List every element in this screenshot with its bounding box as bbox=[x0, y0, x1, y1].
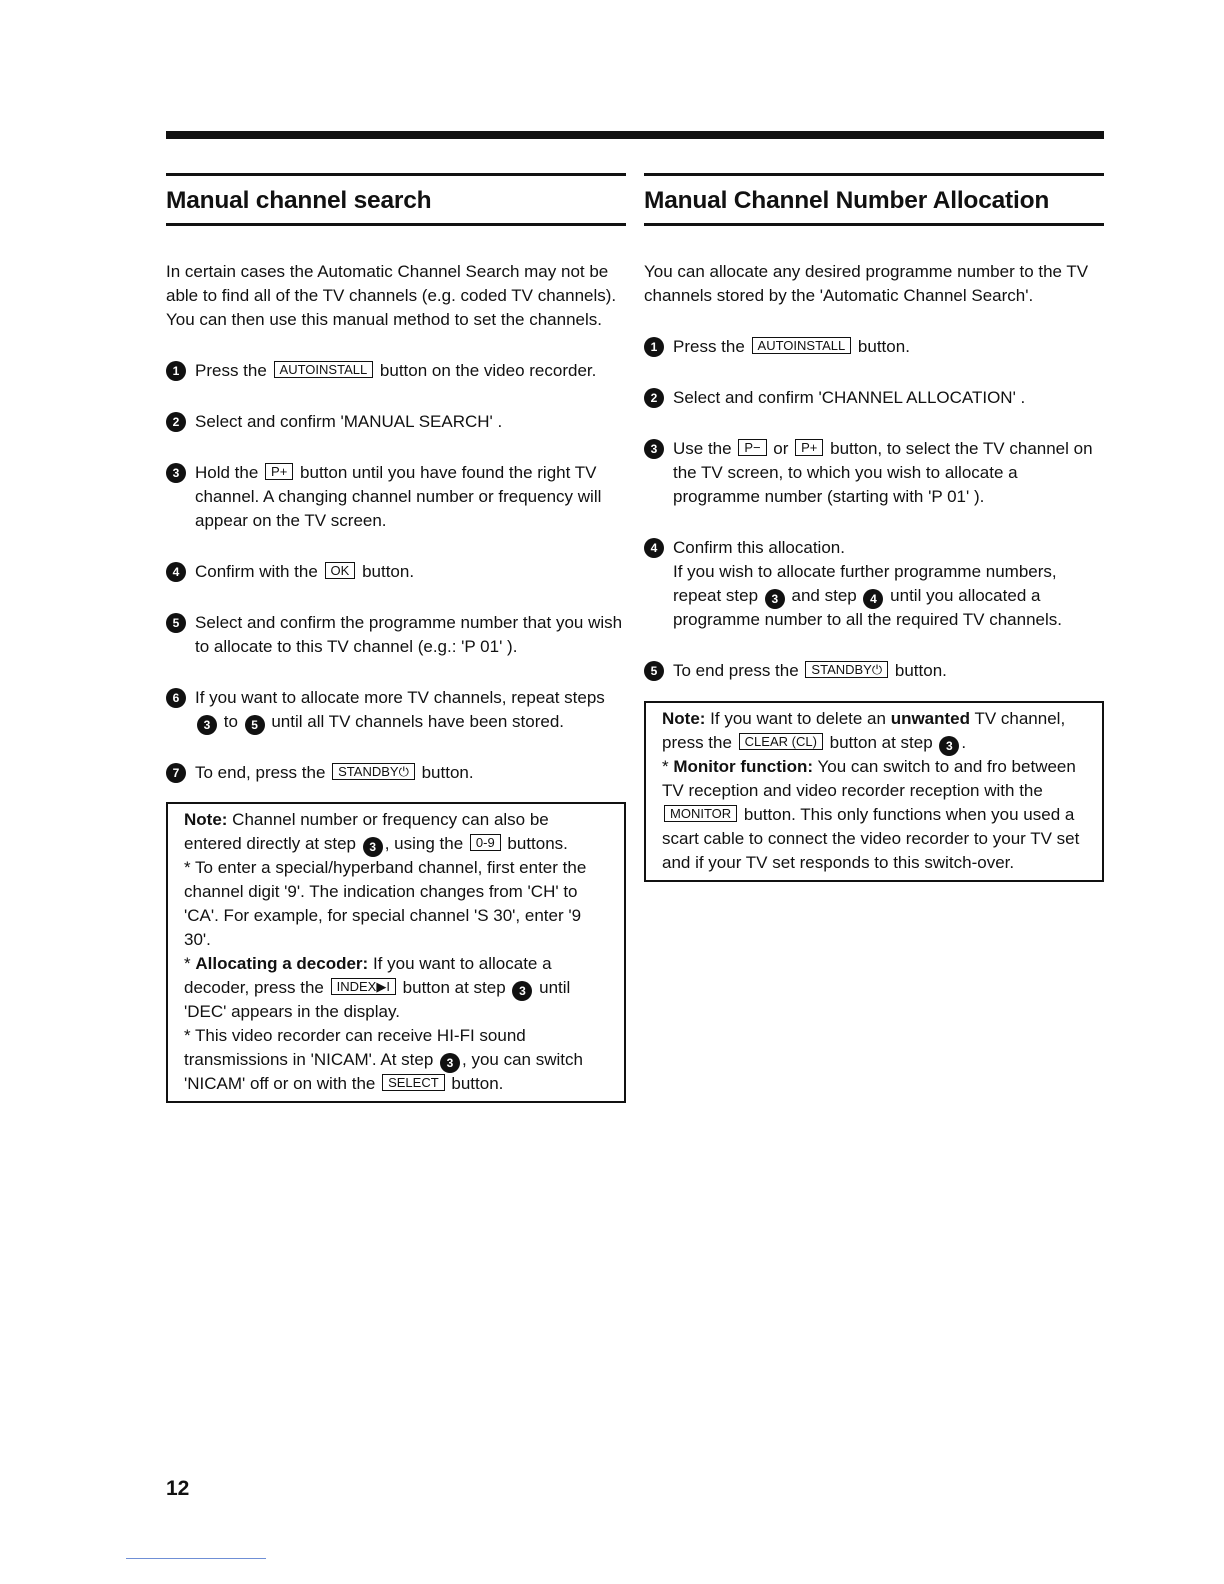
step-ref-icon: 3 bbox=[939, 736, 959, 756]
step-3: 3 Use the P− or P+ button, to select the TV channel on the TV screen, to which you wish to allocate a programme number (starting with 'P 01' ). bbox=[644, 437, 1104, 509]
step-2: 2 Select and confirm 'CHANNEL ALLOCATION' . bbox=[644, 386, 1104, 410]
step-ref-icon: 5 bbox=[245, 715, 265, 735]
p-minus-key-icon: P− bbox=[738, 439, 766, 456]
step-number-icon: 3 bbox=[644, 439, 664, 459]
step-number-icon: 2 bbox=[644, 388, 664, 408]
step-ref-icon: 3 bbox=[197, 715, 217, 735]
step-ref-icon: 3 bbox=[765, 589, 785, 609]
step-7: 7 To end, press the STANDBY⏻ button. bbox=[166, 761, 626, 785]
note-label: Note: bbox=[662, 709, 706, 728]
note-box: Note: If you want to delete an unwanted TV channel, press the CLEAR (CL) button at step 3 . * Monitor function: You can switch to and fro between TV reception and video recorder reception with the MONITOR button. This only functions when you used a scart cable to connect the video recorder to your TV set and if your TV set responds to this switch-over. bbox=[644, 701, 1104, 882]
standby-key-icon: STANDBY⏻ bbox=[332, 763, 415, 780]
intro-paragraph: In certain cases the Automatic Channel Search may not be able to find all of the TV channels (e.g. coded TV channels). You can then use this manual method to set the channels. bbox=[166, 262, 617, 329]
step-4: 4 Confirm with the OK button. bbox=[166, 560, 626, 584]
clear-key-icon: CLEAR (CL) bbox=[739, 733, 823, 750]
step-5: 5 To end press the STANDBY⏻ button. bbox=[644, 659, 1104, 683]
section-title: Manual Channel Number Allocation bbox=[644, 173, 1104, 226]
p-plus-key-icon: P+ bbox=[795, 439, 823, 456]
step-5: 5 Select and confirm the programme number that you wish to allocate to this TV channel (e.g.: 'P 01' ). bbox=[166, 611, 626, 659]
scan-artifact-line bbox=[126, 1558, 266, 1559]
digit-keys-icon: 0-9 bbox=[470, 834, 501, 851]
step-1: 1 Press the AUTOINSTALL button on the video recorder. bbox=[166, 359, 626, 383]
autoinstall-key-icon: AUTOINSTALL bbox=[752, 337, 852, 354]
step-3: 3 Hold the P+ button until you have found the right TV channel. A changing channel number or frequency will appear on the TV screen. bbox=[166, 461, 626, 533]
p-plus-key-icon: P+ bbox=[265, 463, 293, 480]
select-key-icon: SELECT bbox=[382, 1074, 445, 1091]
step-6: 6 If you want to allocate more TV channels, repeat steps 3 to 5 until all TV channels have been stored. bbox=[166, 686, 626, 734]
step-number-icon: 1 bbox=[644, 337, 664, 357]
step-ref-icon: 4 bbox=[863, 589, 883, 609]
step-number-icon: 2 bbox=[166, 412, 186, 432]
step-number-icon: 1 bbox=[166, 361, 186, 381]
step-number-icon: 5 bbox=[166, 613, 186, 633]
page-number: 12 bbox=[166, 1477, 190, 1500]
step-number-icon: 6 bbox=[166, 688, 186, 708]
index-key-icon: INDEX▶I bbox=[331, 978, 396, 995]
step-number-icon: 3 bbox=[166, 463, 186, 483]
standby-key-icon: STANDBY⏻ bbox=[805, 661, 888, 678]
step-number-icon: 4 bbox=[166, 562, 186, 582]
top-rule bbox=[166, 131, 1104, 139]
step-ref-icon: 3 bbox=[512, 981, 532, 1001]
manual-channel-search-section bbox=[166, 173, 626, 1103]
ok-key-icon: OK bbox=[325, 562, 356, 579]
step-number-icon: 7 bbox=[166, 763, 186, 783]
monitor-key-icon: MONITOR bbox=[664, 805, 737, 822]
section-title: Manual channel search bbox=[166, 173, 626, 226]
step-ref-icon: 3 bbox=[440, 1053, 460, 1073]
step-ref-icon: 3 bbox=[363, 837, 383, 857]
step-4: 4 Confirm this allocation. If you wish to allocate further programme numbers, repeat step 3 and step 4 until you allocated a programme number to all the required TV channels. bbox=[644, 536, 1104, 632]
step-number-icon: 5 bbox=[644, 661, 664, 681]
note-box: Note: Channel number or frequency can also be entered directly at step 3 , using the 0-9 buttons. * To enter a special/hyperband channel, first enter the channel digit '9'. The indication changes from 'CH' to 'CA'. For example, for special channel 'S 30', enter '9 30'. * Allocating a decoder: If you want to allocate a decoder, press the INDEX▶I button at step 3 until 'DEC' appears in the display. * This video recorder can receive HI-FI sound transmissions in 'NICAM'. At step 3 , you can switch 'NICAM' off or on with the SELECT button. bbox=[166, 802, 626, 1103]
intro-paragraph: You can allocate any desired programme number to the TV channels stored by the 'Automatic Channel Search'. bbox=[644, 262, 1089, 305]
step-1: 1 Press the AUTOINSTALL button. bbox=[644, 335, 1104, 359]
note-label: Note: bbox=[184, 810, 228, 829]
autoinstall-key-icon: AUTOINSTALL bbox=[274, 361, 374, 378]
step-2: 2 Select and confirm 'MANUAL SEARCH' . bbox=[166, 410, 626, 434]
channel-number-allocation-section bbox=[644, 173, 1104, 882]
step-number-icon: 4 bbox=[644, 538, 664, 558]
